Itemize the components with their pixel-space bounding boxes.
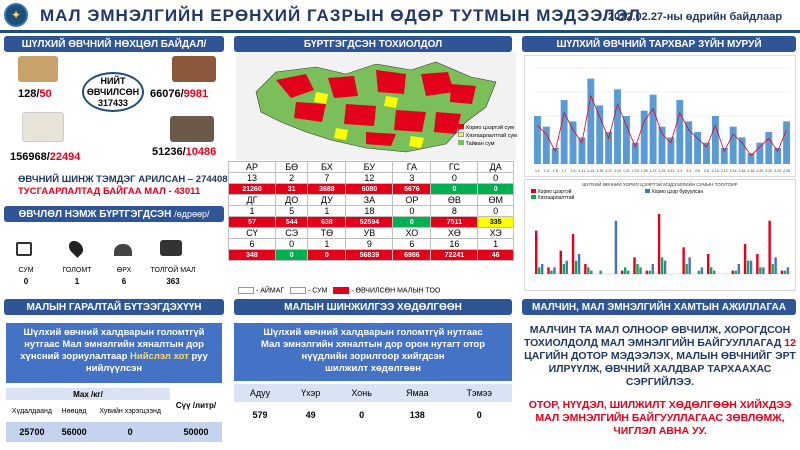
sheep-icon xyxy=(22,112,64,142)
quarantine-bar xyxy=(768,221,770,274)
quarantine-bar xyxy=(590,271,592,274)
movement-col-camel: Тэмээ xyxy=(466,388,492,398)
sum-count: 1 xyxy=(308,239,346,250)
quarantine-bar xyxy=(685,264,687,274)
new-sum-value: 0 xyxy=(23,277,29,286)
sum-count: 16 xyxy=(431,239,478,250)
movement-text-1: Шүлхий өвчний халдварын голомтгүй нутгаас xyxy=(263,327,483,338)
new-sum-label: СУМ xyxy=(18,267,34,274)
map-legend-restricted: Хязгаарлалттай сум xyxy=(458,132,517,140)
quarantine-bar xyxy=(649,271,651,274)
trend-tick: 2.20 xyxy=(756,169,764,173)
trend-tick: 2.8 xyxy=(704,169,709,173)
new-cases-title: ӨВЧЛӨЛ НЭМЖ БҮРТГЭГДСЭН xyxy=(18,208,172,220)
quarantine-bar xyxy=(771,264,773,274)
total-value: 317433 xyxy=(97,97,129,108)
isolated-line: ТУСГААРЛАЛТАД БАЙГАА МАЛ - 43011 xyxy=(18,186,201,197)
trend-bar xyxy=(739,137,746,164)
quarantine-bar xyxy=(578,254,580,274)
aimag-code: ДО xyxy=(275,195,307,206)
total-sick-circle xyxy=(82,72,144,112)
sick-count: 0 xyxy=(308,250,346,261)
trend-tick: 1.9 xyxy=(570,169,576,173)
quarantine-bar xyxy=(787,267,789,274)
movement-val-camel: 0 xyxy=(476,410,482,420)
aimag-grid xyxy=(228,161,514,261)
quarantine-bar xyxy=(744,244,746,274)
sum-count: 6 xyxy=(393,239,431,250)
map-legend xyxy=(458,124,517,148)
quarantine-bar xyxy=(560,251,562,274)
quarantine-bar xyxy=(652,264,654,274)
legend-series-lifted: Хорио цээр буруулсан xyxy=(645,189,703,195)
total-label-2: ӨВЧИЛСӨН xyxy=(86,86,140,97)
quarantine-bar xyxy=(633,257,635,274)
grid-legend xyxy=(238,287,440,294)
coop-line-2: ТОХИОЛДОЛД МАЛ ЭМНЭЛГИЙН БАЙГУУЛЛАГАД 12 xyxy=(524,337,796,349)
trend-tick: 2.4 xyxy=(686,169,692,173)
total-label-1: НИЙТ xyxy=(100,75,126,86)
trend-bar xyxy=(561,100,568,164)
meat-val-trade: 25700 xyxy=(19,427,45,437)
sick-count: 348 xyxy=(229,250,276,261)
sum-count: 2 xyxy=(275,173,307,184)
quarantine-bar xyxy=(750,261,752,274)
quarantine-bar xyxy=(615,221,617,274)
sick-count: 46 xyxy=(478,250,514,261)
meat-col-private: Хувийн хэрэгцээнд xyxy=(90,400,170,422)
quarantine-bar xyxy=(784,271,786,274)
quarantine-bar xyxy=(550,271,552,274)
quarantine-bar xyxy=(661,257,663,274)
sick-count: 6080 xyxy=(346,184,393,195)
legend-series-quarantine: Хорио цээртэй xyxy=(531,189,574,195)
trend-tick: 2.22 xyxy=(765,169,773,173)
meat-header: Мах /кг/ xyxy=(73,389,103,399)
milk-val: 50000 xyxy=(183,427,209,437)
meat-col-reserve: Нөөцөд xyxy=(58,400,90,422)
trend-bar xyxy=(605,132,612,164)
sick-count: 31 xyxy=(275,184,307,195)
trend-bar xyxy=(659,127,666,164)
aimag-code: ОР xyxy=(393,195,431,206)
aimag-code: ГА xyxy=(393,162,431,173)
sum-count: 8 xyxy=(431,206,478,217)
sum-count: 1 xyxy=(229,206,276,217)
trend-bar xyxy=(641,111,648,164)
trend-bar xyxy=(765,132,772,164)
quarantine-chart-title: ШҮЛХИЙ ӨВЧНИЙ ХОРИО ЦЭЭРТЭЙ МЭДЭЭЛЛИЙН СУМЫН ТОО/ТОИР xyxy=(582,182,738,187)
aimag-code: БУ xyxy=(346,162,393,173)
quarantine-bar xyxy=(658,214,660,274)
trend-tick: 1.25 xyxy=(640,169,648,173)
trend-tick: 1.29 xyxy=(658,169,666,173)
new-cases-sub: /өдрөөр/ xyxy=(174,209,210,219)
map-legend-calm: Тайван сум xyxy=(458,140,517,148)
cattle-count: 66076/9981 xyxy=(150,88,209,100)
quarantine-bar xyxy=(553,267,555,274)
trend-tick: 1.19 xyxy=(614,169,621,173)
quarantine-chart-svg xyxy=(525,192,797,292)
trend-bar xyxy=(596,105,603,164)
sick-count: 0 xyxy=(275,250,307,261)
goat-icon xyxy=(170,116,214,142)
movement-text-4: шилжилт хөдөлгөөн xyxy=(325,363,421,374)
quarantine-bar xyxy=(664,261,666,274)
quarantine-bar xyxy=(636,264,638,274)
quarantine-bar xyxy=(547,267,549,274)
trend-tick: 1.7 xyxy=(561,169,567,173)
trend-band: ШҮЛХИЙ ӨВЧНИЙ ТАРХВАР ЗҮЙН МУРУЙ xyxy=(522,36,796,52)
coop-line-1: МАЛЧИН ТА МАЛ ОЛНООР ӨВЧИЛЖ, ХОРОГДСОН xyxy=(529,324,791,336)
trend-bar xyxy=(650,95,657,164)
quarantine-chart xyxy=(524,179,796,291)
sum-count: 1 xyxy=(308,206,346,217)
agency-logo-icon: ✦ xyxy=(4,3,28,27)
map-legend-quarantine: Хорио цээртэй сум xyxy=(458,124,517,132)
quarantine-bar xyxy=(621,271,623,274)
movement-text-3: нүүдлийн зорилгоор хийгдсэн xyxy=(301,351,445,362)
trend-bar xyxy=(587,79,594,164)
aimag-code: ӨМ xyxy=(478,195,514,206)
aimag-code: ГС xyxy=(431,162,478,173)
trend-bar xyxy=(570,121,577,164)
movement-col-sheep: Хонь xyxy=(351,388,372,398)
legend-series-restricted: Хязгаарлалттай xyxy=(531,195,574,201)
camel-count: 128/50 xyxy=(18,88,52,100)
quarantine-bar xyxy=(584,264,586,274)
coop-line-6: ОТОР, НҮҮДЭЛ, ШИЛЖИЛТ ХӨДӨЛГӨӨН ХИЙХДЭЭ xyxy=(528,399,792,411)
aimag-code: ХО xyxy=(393,228,431,239)
movement-table xyxy=(234,384,512,428)
cooperation-text-2 xyxy=(524,399,796,438)
registered-band: БҮРТГЭГДСЭН ТОХИОЛДОЛ xyxy=(234,36,512,52)
trend-tick: 2.18 xyxy=(747,169,755,173)
quarantine-bar xyxy=(701,267,703,274)
coop-line-4: ИЛРҮҮЛЖ, ӨВЧНИЙ ХАЛДВАР ТАРХААХАС xyxy=(548,363,772,375)
trend-tick: 1.23 xyxy=(631,169,639,173)
trend-tick: 1.3 xyxy=(543,169,549,173)
trend-bar xyxy=(685,121,692,164)
goat-count: 51236/10486 xyxy=(152,146,217,158)
sick-count: 3688 xyxy=(308,184,346,195)
quarantine-bar xyxy=(756,254,758,274)
aimag-code: УВ xyxy=(346,228,393,239)
trend-bar xyxy=(783,121,790,164)
new-focus-label: ГОЛОМТ xyxy=(62,267,92,274)
report-date: 2022.02.27-ны өдрийн байдлаар xyxy=(608,11,783,23)
products-band: МАЛЫН ГАРАЛТАЙ БҮТЭЭГДЭХҮҮН xyxy=(4,299,224,315)
trend-tick: 2.6 xyxy=(695,169,701,173)
quarantine-bar xyxy=(627,271,629,274)
sum-count: 13 xyxy=(229,173,276,184)
sick-count: 0 xyxy=(393,217,431,228)
trend-tick: 2.10 xyxy=(711,169,719,173)
legend-total: - ӨВЧИЛСӨН МАЛЫН ТОО xyxy=(351,287,441,295)
sick-count: 56839 xyxy=(346,250,393,261)
mongolia-map xyxy=(236,52,516,160)
movement-val-sheep: 0 xyxy=(359,410,365,420)
movement-col-cattle: Үхэр xyxy=(301,388,321,398)
sum-count: 7 xyxy=(308,173,346,184)
sum-count: 0 xyxy=(478,206,514,217)
quarantine-bar xyxy=(707,254,709,274)
sum-count: 9 xyxy=(346,239,393,250)
new-focus-value: 1 xyxy=(74,277,80,286)
movement-val-goat: 138 xyxy=(409,410,425,420)
sum-count: 0 xyxy=(393,206,431,217)
quarantine-bar xyxy=(624,267,626,274)
trend-tick: 1.5 xyxy=(552,169,558,173)
movement-col-goat: Ямаа xyxy=(405,388,429,398)
sum-count: 3 xyxy=(393,173,431,184)
movement-band: МАЛЫН ШИНЖИЛГЭЭ ХӨДӨЛГӨӨН xyxy=(234,299,512,315)
milk-header: Сүү /литр/ xyxy=(170,388,222,422)
trend-bar xyxy=(703,143,710,164)
status-band: ШҮЛХИЙ ӨВЧНИЙ НӨХЦӨЛ БАЙДАЛ/ xyxy=(4,36,224,52)
trend-chart-svg xyxy=(525,56,797,178)
sheep-count: 156968/22494 xyxy=(10,151,81,163)
trend-bar xyxy=(623,116,630,164)
trend-tick: 1.13 xyxy=(587,169,595,173)
camel-icon xyxy=(18,56,58,82)
aimag-code: ДГ xyxy=(229,195,276,206)
quarantine-bar xyxy=(566,261,568,274)
aimag-code: БХ xyxy=(308,162,346,173)
aimag-code: ДУ xyxy=(308,195,346,206)
products-description xyxy=(6,323,222,383)
trend-bar xyxy=(694,132,701,164)
aimag-code: БӨ xyxy=(275,162,307,173)
cooperation-text-1 xyxy=(524,324,796,389)
home-icon xyxy=(16,242,32,256)
trend-tick: 1.21 xyxy=(623,169,630,173)
movement-val-cattle: 49 xyxy=(305,410,316,420)
trend-tick: 2.2 xyxy=(677,169,683,173)
sum-count: 6 xyxy=(229,239,276,250)
page-title: МАЛ ЭМНЭЛГИЙН ЕРӨНХИЙ ГАЗРЫН ӨДӨР ТУТМЫН МЭДЭЭЛЭЛ xyxy=(40,6,641,25)
quarantine-bar xyxy=(698,271,700,274)
trend-tick: 1.31 xyxy=(667,169,675,173)
trend-bar xyxy=(676,100,683,164)
sick-count: 544 xyxy=(275,217,307,228)
coop-line-8: ЧИГЛЭЛ АВНА УУ. xyxy=(613,425,707,437)
trend-bar xyxy=(614,89,621,164)
products-text-3: хүнсний зориулалтаар Нийслэл хот руу xyxy=(20,351,208,362)
sick-count: 52594 xyxy=(346,217,393,228)
sum-count: 0 xyxy=(478,173,514,184)
quarantine-bar xyxy=(759,267,761,274)
aimag-code: ДА xyxy=(478,162,514,173)
sum-count: 12 xyxy=(346,173,393,184)
movement-text-2: Мал эмнэлгийн хяналтын дор орон нутагт отор xyxy=(260,339,486,350)
quarantine-bar xyxy=(535,231,537,274)
header-divider xyxy=(0,30,800,33)
sick-count: 0 xyxy=(478,184,514,195)
quarantine-bar xyxy=(710,267,712,274)
quarantine-bar xyxy=(563,264,565,274)
cooperation-band: МАЛЧИН, МАЛ ЭМНЭЛГИЙН ХАМТЫН АЖИЛЛАГАА xyxy=(522,299,796,315)
sick-count: 6986 xyxy=(393,250,431,261)
products-table xyxy=(6,388,222,442)
trend-tick: 2.26 xyxy=(783,169,790,173)
ger-icon xyxy=(114,244,132,256)
quarantine-bar xyxy=(639,267,641,274)
trend-chart xyxy=(524,55,796,177)
products-text-4: нийлүүлсэн xyxy=(85,363,143,374)
quarantine-bar xyxy=(774,257,776,274)
quarantine-bar xyxy=(599,271,601,274)
quarantine-bar xyxy=(575,261,577,274)
quarantine-bar xyxy=(781,271,783,274)
trend-tick: 2.14 xyxy=(729,169,737,173)
sum-count: 18 xyxy=(346,206,393,217)
trend-tick: 1.27 xyxy=(649,169,657,173)
sick-count: 0 xyxy=(431,184,478,195)
quarantine-bar xyxy=(538,267,540,274)
quarantine-bar xyxy=(646,271,648,274)
trend-tick: 1.1 xyxy=(535,169,540,173)
sum-count: 0 xyxy=(431,173,478,184)
sum-count: 5 xyxy=(275,206,307,217)
legend-sum: - СУМ xyxy=(308,287,328,295)
trend-bar xyxy=(730,127,737,164)
sick-count: 7511 xyxy=(431,217,478,228)
trend-tick: 1.17 xyxy=(605,169,613,173)
recovered-line: ӨВЧНИЙ ШИНЖ ТЭМДЭГ АРИЛСАН – 274408 xyxy=(18,174,228,185)
movement-description xyxy=(234,323,512,381)
quarantine-bar xyxy=(735,271,737,274)
location-pin-icon xyxy=(66,238,86,258)
aimag-code: ТӨ xyxy=(308,228,346,239)
quarantine-bar xyxy=(688,257,690,274)
meat-val-reserve: 56000 xyxy=(61,427,87,437)
quarantine-bar xyxy=(732,271,734,274)
movement-col-horse: Адуу xyxy=(249,388,271,398)
coop-line-3: ЦАГИЙН ДОТОР МЭДЭЭЛЭХ, МАЛЫН ӨВЧНИЙГ ЭРТ xyxy=(524,350,796,362)
sick-count: 335 xyxy=(478,217,514,228)
trend-tick: 1.15 xyxy=(596,169,604,173)
sick-count: 5676 xyxy=(393,184,431,195)
sick-count: 72241 xyxy=(431,250,478,261)
quarantine-bar xyxy=(738,264,740,274)
movement-val-horse: 579 xyxy=(252,410,268,420)
products-text-2: нутгаас Мал эмнэлгийн хяналтын дор xyxy=(24,339,204,350)
coop-line-7: МАЛ ЭМНЭЛГИЙН БАЙГУУЛЛАГААС ЗӨВЛӨМЖ, xyxy=(535,412,785,424)
meat-val-private: 0 xyxy=(127,427,133,437)
trend-bar xyxy=(756,143,763,164)
new-household-label: ӨРХ xyxy=(116,267,132,274)
quarantine-bar xyxy=(587,267,589,274)
sum-count: 0 xyxy=(275,239,307,250)
sum-count: 1 xyxy=(478,239,514,250)
trend-tick: 2.24 xyxy=(774,169,782,173)
sick-count: 638 xyxy=(308,217,346,228)
products-text-1: Шүлхий өвчний халдварын голомтгүй xyxy=(23,327,205,338)
quarantine-bar xyxy=(572,234,574,274)
aimag-code: ӨВ xyxy=(431,195,478,206)
quarantine-bar xyxy=(762,267,764,274)
quarantine-bar xyxy=(747,261,749,274)
cow-icon xyxy=(160,240,182,256)
aimag-code: СЭ xyxy=(275,228,307,239)
trend-bar xyxy=(534,116,541,164)
trend-tick: 2.12 xyxy=(720,169,728,173)
sick-count: 21260 xyxy=(229,184,276,195)
quarantine-bar xyxy=(682,247,684,274)
aimag-code: ХЭ xyxy=(478,228,514,239)
aimag-code: ХӨ xyxy=(431,228,478,239)
aimag-code: СҮ xyxy=(229,228,276,239)
legend-aimag: - АЙМАГ xyxy=(255,287,285,295)
trend-bar xyxy=(712,116,719,164)
trend-tick: 1.11 xyxy=(578,169,586,173)
new-livestock-label: ТОЛГОЙ МАЛ xyxy=(150,267,196,274)
new-livestock-value: 363 xyxy=(166,277,180,286)
coop-line-5: СЭРГИЙЛЭЭ. xyxy=(625,376,695,388)
quarantine-bar xyxy=(713,271,715,274)
new-household-value: 6 xyxy=(121,277,127,286)
trend-tick: 2.16 xyxy=(738,169,746,173)
aimag-code: ЗА xyxy=(346,195,393,206)
aimag-code: АР xyxy=(229,162,276,173)
sick-count: 57 xyxy=(229,217,276,228)
cattle-icon xyxy=(172,56,216,82)
new-cases-band xyxy=(4,206,224,222)
meat-col-trade: Хүдалдаанд xyxy=(6,400,58,422)
quarantine-bar xyxy=(541,264,543,274)
